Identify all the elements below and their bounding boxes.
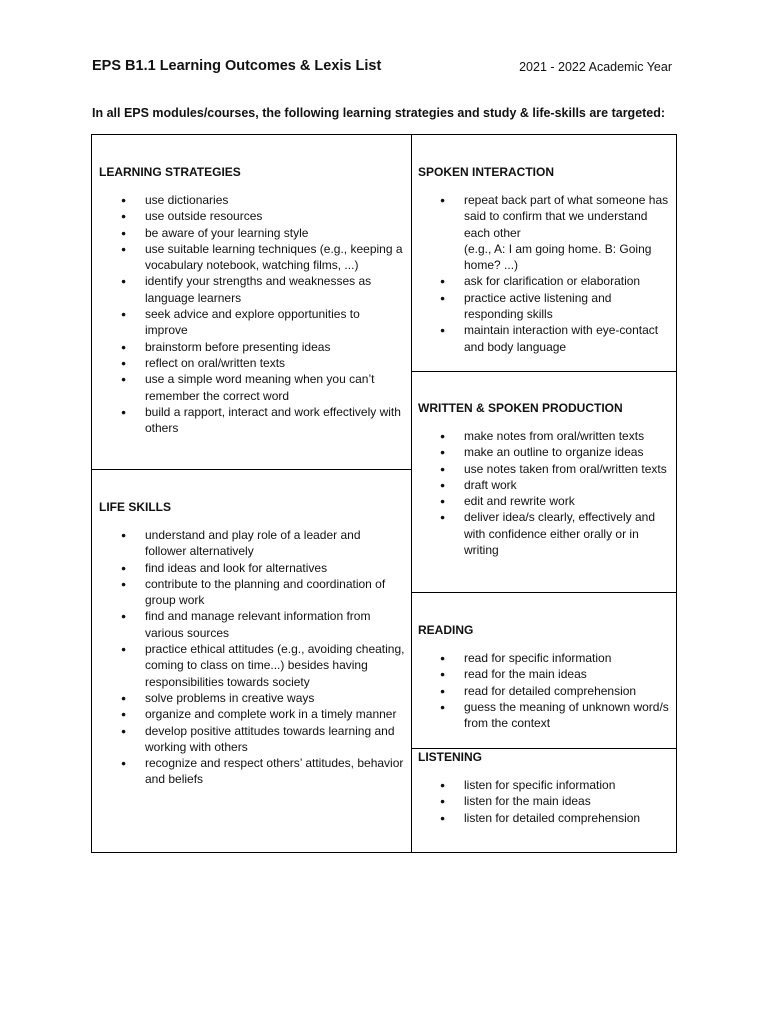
list-item-text: be aware of your learning style [145, 225, 309, 240]
section-heading: LISTENING [418, 750, 483, 764]
item-list [418, 428, 670, 558]
list-item [99, 355, 405, 371]
academic-year: 2021 - 2022 Academic Year [519, 60, 672, 74]
list-item-text: use suitable learning techniques (e.g., keeping a vocabulary notebook, watching films, ...) [145, 241, 403, 273]
item-list [418, 192, 670, 355]
list-item [418, 650, 670, 666]
section-heading: SPOKEN INTERACTION [418, 165, 555, 179]
list-item [99, 576, 405, 609]
section-heading: READING [418, 623, 474, 637]
item-list [99, 527, 405, 788]
list-item [418, 444, 670, 460]
list-item [99, 371, 405, 404]
section-heading: LEARNING STRATEGIES [99, 165, 241, 179]
list-item-text: use outside resources [145, 209, 263, 224]
list-item [99, 339, 405, 355]
list-item [418, 192, 670, 273]
section-listening [412, 749, 676, 853]
list-item-text: understand and play role of a leader and follower alternatively [145, 528, 361, 559]
list-item [99, 404, 405, 437]
list-item-text: deliver idea/s clearly, effectively and with confidence either orally or in writing [464, 510, 655, 558]
list-item [418, 493, 670, 509]
list-item-text: organize and complete work in a timely manner [145, 707, 397, 722]
list-item-text: use a simple word meaning when you can’t remember the correct word [145, 372, 375, 403]
page-title: EPS B1.1 Learning Outcomes & Lexis List [92, 58, 382, 74]
list-item [418, 322, 670, 355]
section-learning-strategies [92, 135, 411, 470]
list-item-text: find ideas and look for alternatives [145, 560, 328, 575]
list-item-text: use notes taken from oral/written texts [464, 461, 667, 476]
list-item-text: draft work [464, 477, 517, 492]
list-item-text: practice ethical attitudes (e.g., avoiding cheating, coming to class on time...) besides having responsibilities towards society [145, 642, 405, 689]
section-reading [412, 593, 676, 749]
list-item [99, 560, 405, 576]
list-item-text: solve problems in creative ways [145, 690, 315, 705]
list-item [418, 777, 670, 793]
list-item-text: read for the main ideas [464, 667, 587, 682]
list-item-text: listen for the main ideas [464, 794, 591, 809]
list-item-text: use dictionaries [145, 193, 229, 207]
item-list [418, 650, 670, 731]
list-item-text: make notes from oral/written texts [464, 429, 645, 443]
list-item-text: maintain interaction with eye-contact and body language [464, 323, 659, 354]
list-item [418, 290, 670, 323]
section-life-skills [92, 470, 411, 854]
list-item [418, 509, 670, 558]
list-item [418, 461, 670, 477]
list-item-text: edit and rewrite work [464, 494, 575, 509]
list-item [99, 306, 405, 339]
list-item-text: contribute to the planning and coordination of group work [145, 576, 386, 608]
list-item [99, 608, 405, 641]
list-item-text: repeat back part of what someone has said to confirm that we understand each other (e.g., A: I am going home. B: Going home? ...) [464, 193, 669, 273]
list-item-text: seek advice and explore opportunities to improve [145, 307, 360, 338]
list-item [418, 699, 670, 732]
list-item [418, 428, 670, 444]
section-spoken-interaction [412, 135, 676, 372]
section-heading: WRITTEN & SPOKEN PRODUCTION [418, 401, 623, 415]
outcomes-table [91, 134, 677, 853]
list-item [99, 641, 405, 690]
list-item-text: listen for specific information [464, 778, 616, 792]
intro-text: In all EPS modules/courses, the following learning strategies and study & life-skills are targeted: [92, 106, 666, 120]
list-item-text: guess the meaning of unknown word/s from the context [464, 699, 669, 731]
list-item [99, 755, 405, 788]
list-item [99, 706, 405, 722]
list-item [99, 723, 405, 756]
list-item-text: build a rapport, interact and work effectively with others [145, 404, 401, 436]
list-item [99, 208, 405, 224]
list-item-text: ask for clarification or elaboration [464, 274, 641, 289]
list-item [99, 241, 405, 274]
list-item-text: read for detailed comprehension [464, 683, 637, 698]
list-item-text: identify your strengths and weaknesses as language learners [145, 274, 372, 305]
list-item [418, 477, 670, 493]
item-list [418, 777, 670, 826]
list-item-text: find and manage relevant information from various sources [145, 609, 371, 640]
list-item [418, 793, 670, 809]
item-list [99, 192, 405, 436]
list-item [418, 810, 670, 826]
list-item [99, 192, 405, 208]
list-item [418, 683, 670, 699]
list-item-text: listen for detailed comprehension [464, 810, 641, 825]
list-item [418, 666, 670, 682]
section-written-spoken-production [412, 372, 676, 593]
list-item-text: develop positive attitudes towards learning and working with others [145, 723, 395, 754]
list-item [99, 527, 405, 560]
list-item [418, 273, 670, 289]
list-item-text: make an outline to organize ideas [464, 445, 644, 460]
list-item [99, 225, 405, 241]
list-item [99, 273, 405, 306]
list-item-text: recognize and respect others’ attitudes, behavior and beliefs [145, 756, 404, 787]
list-item-text: reflect on oral/written texts [145, 355, 286, 370]
list-item-text: brainstorm before presenting ideas [145, 339, 331, 354]
list-item [99, 690, 405, 706]
list-item-text: read for specific information [464, 651, 612, 665]
list-item-text: practice active listening and responding skills [464, 290, 612, 322]
section-heading: LIFE SKILLS [99, 500, 171, 514]
